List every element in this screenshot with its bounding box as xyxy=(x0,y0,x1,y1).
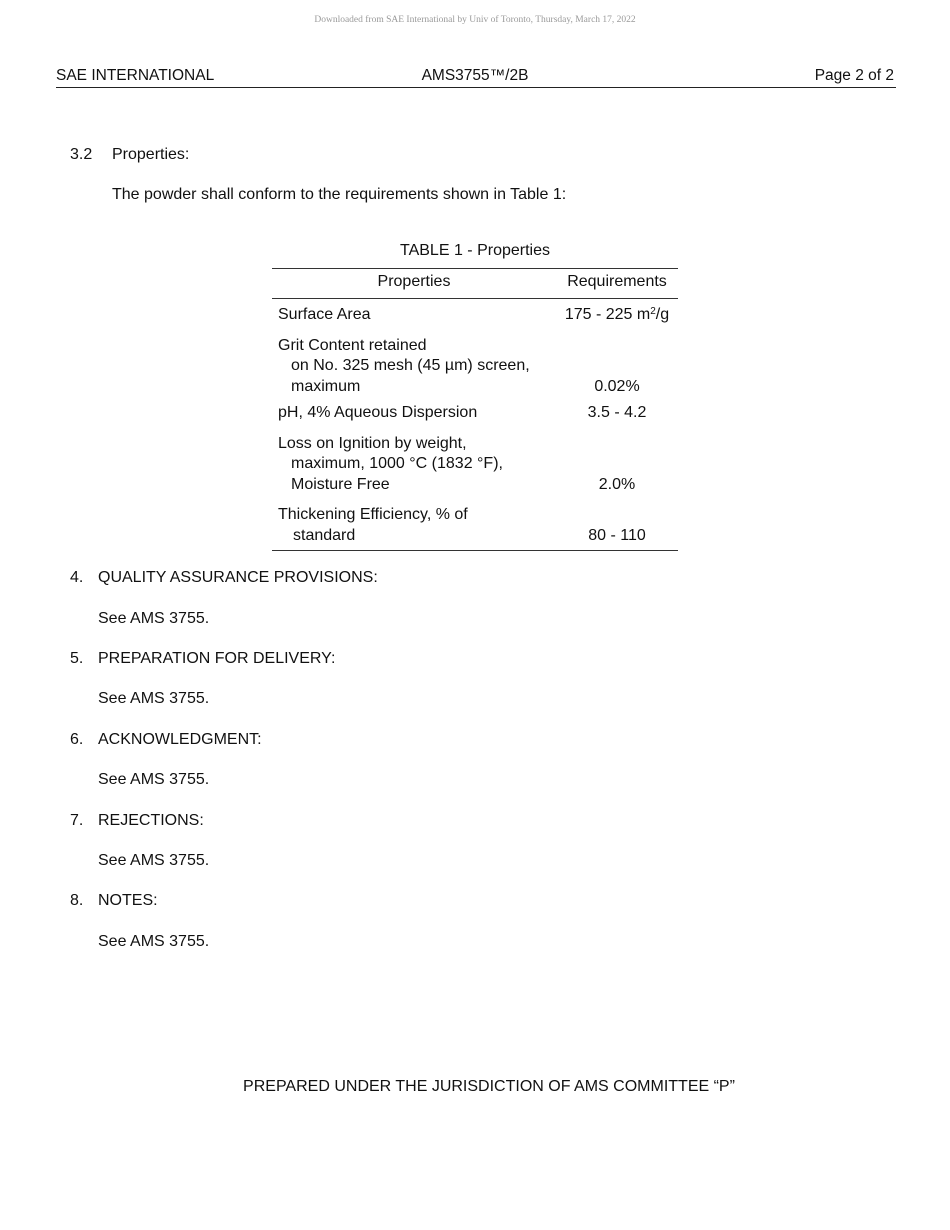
section-8-body: See AMS 3755. xyxy=(98,933,210,950)
section-5-title: PREPARATION FOR DELIVERY: xyxy=(98,650,336,667)
requirement-cell: 3.5 - 4.2 xyxy=(587,404,647,421)
section-5-number: 5. xyxy=(70,650,84,667)
property-line: Moisture Free xyxy=(291,475,390,493)
property-line: Loss on Ignition by weight, xyxy=(278,434,467,452)
property-line: maximum, 1000 °C (1832 °F), xyxy=(291,455,503,472)
column-header-properties: Properties xyxy=(377,273,451,290)
property-cell xyxy=(272,424,556,496)
property-line: Thickening Efficiency, % of xyxy=(278,506,468,523)
header-document-number: AMS3755™/2B xyxy=(421,67,529,84)
header-rule xyxy=(56,87,896,88)
section-6-body: See AMS 3755. xyxy=(98,771,210,788)
property-line: Grit Content retained xyxy=(278,336,427,354)
section-3-2-intro: The powder shall conform to the requirements shown in Table 1: xyxy=(112,186,567,203)
table-row xyxy=(272,397,678,424)
section-4-title: QUALITY ASSURANCE PROVISIONS: xyxy=(98,569,378,586)
requirement-cell: 0.02% xyxy=(594,377,640,395)
table-caption: TABLE 1 - Properties xyxy=(400,242,550,259)
property-line: on No. 325 mesh (45 µm) screen, xyxy=(291,357,530,374)
section-3-2-title: Properties: xyxy=(112,146,190,163)
property-cell xyxy=(272,299,556,326)
section-5-body: See AMS 3755. xyxy=(98,690,210,707)
section-8-number: 8. xyxy=(70,892,84,909)
section-7-body: See AMS 3755. xyxy=(98,852,210,869)
column-header-requirements: Requirements xyxy=(567,273,667,290)
download-watermark: Downloaded from SAE International by Univ of Toronto, Thursday, March 17, 2022 xyxy=(314,15,636,25)
table-row xyxy=(272,326,678,398)
section-3-2-number: 3.2 xyxy=(70,146,93,163)
property-line: Surface Area xyxy=(278,306,371,323)
property-cell xyxy=(272,495,556,551)
section-4-number: 4. xyxy=(70,569,84,586)
section-8-title: NOTES: xyxy=(98,892,158,909)
header-page-number: Page 2 of 2 xyxy=(814,67,894,84)
section-6-title: ACKNOWLEDGMENT: xyxy=(98,731,262,748)
property-line: standard xyxy=(293,526,356,544)
table-row xyxy=(272,299,678,326)
requirement-cell: 80 - 110 xyxy=(588,526,646,544)
committee-footer: PREPARED UNDER THE JURISDICTION OF AMS COMMITTEE “P” xyxy=(243,1078,735,1095)
section-4-body: See AMS 3755. xyxy=(98,610,210,627)
property-cell xyxy=(272,397,556,424)
header-organization: SAE INTERNATIONAL xyxy=(56,67,215,84)
section-7-number: 7. xyxy=(70,812,84,829)
section-7-title: REJECTIONS: xyxy=(98,812,204,829)
section-6-number: 6. xyxy=(70,731,84,748)
requirement-cell: 175 - 225 $m^2/g$ xyxy=(564,306,670,323)
table-row xyxy=(272,424,678,496)
property-line: maximum xyxy=(291,377,361,395)
property-line: pH, 4% Aqueous Dispersion xyxy=(278,404,478,421)
table-header-row xyxy=(272,269,678,299)
properties-table xyxy=(272,268,678,551)
property-cell xyxy=(272,326,556,398)
requirement-cell: 2.0% xyxy=(598,475,636,493)
table-row xyxy=(272,495,678,551)
